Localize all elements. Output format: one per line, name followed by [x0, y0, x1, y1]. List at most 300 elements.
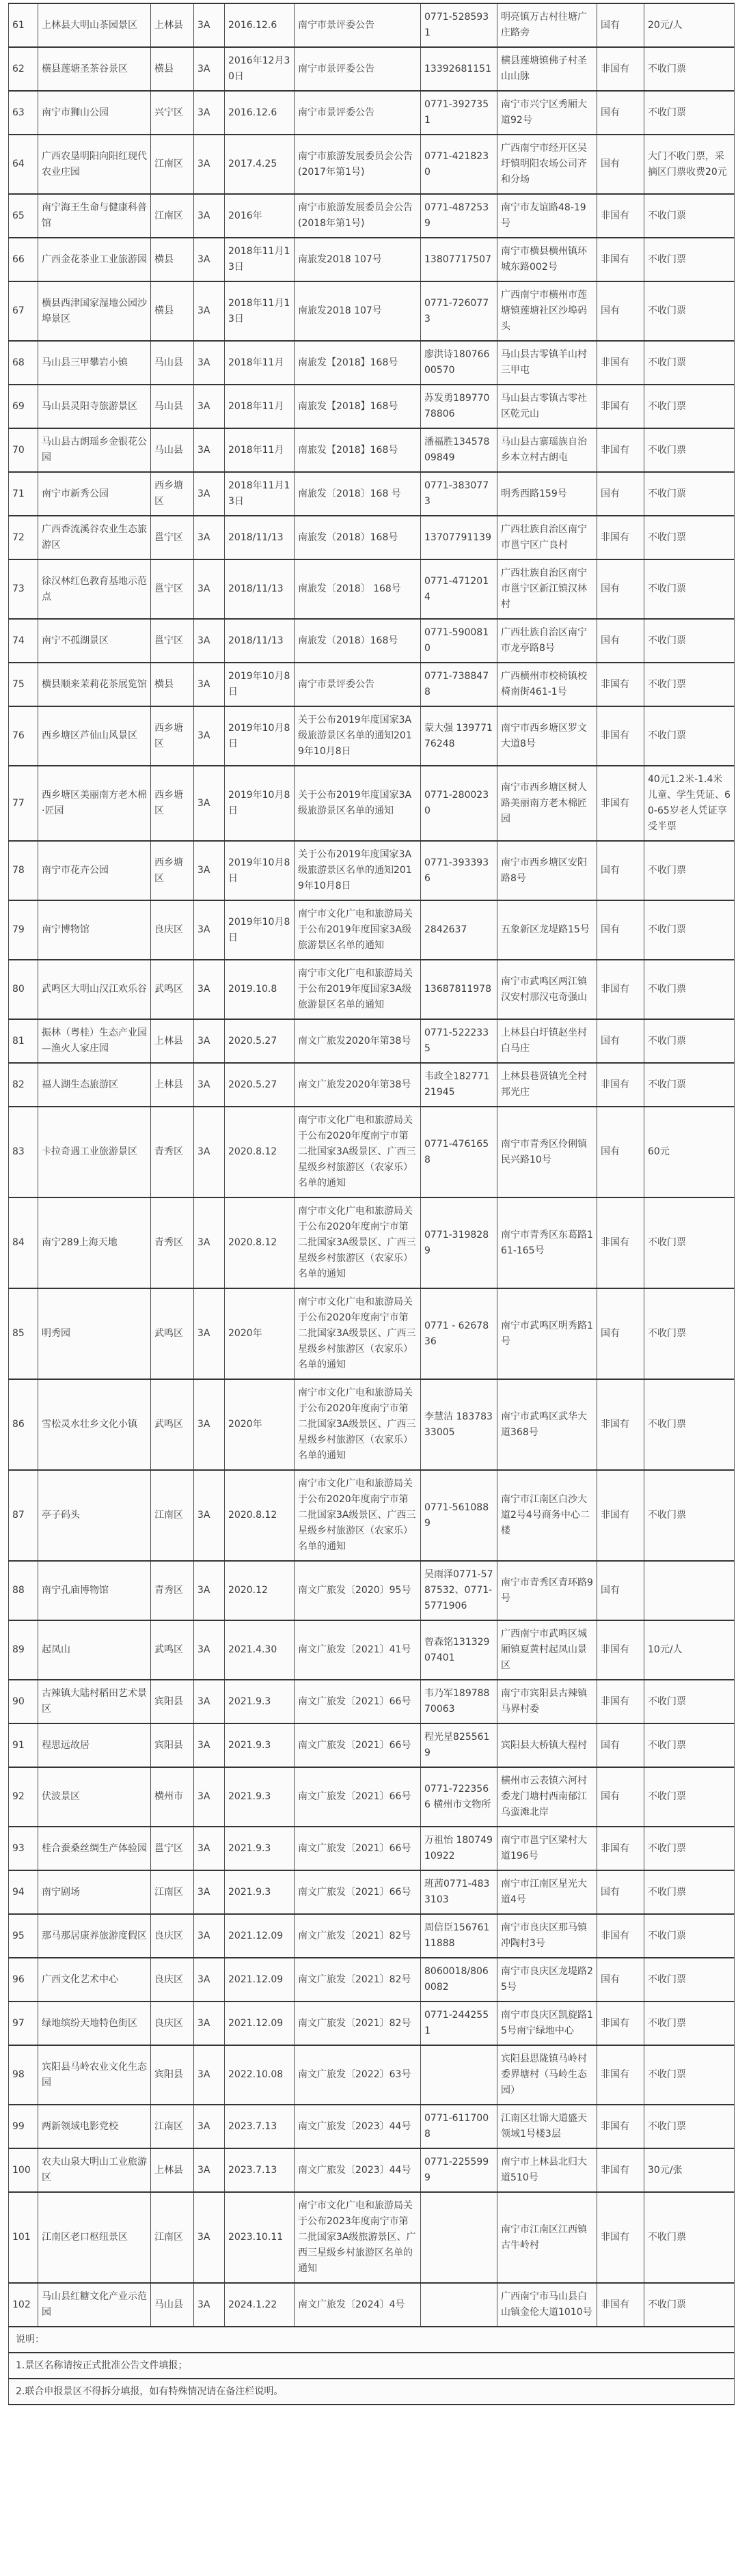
table-row [9, 341, 735, 385]
cell-date: 2019年10月8日 [225, 706, 295, 766]
cell-address: 南宁市江南区江西镇古牛岭村 [497, 2192, 597, 2283]
cell-phone: 0771-225599 9 [421, 2148, 497, 2192]
cell-address: 南宁市江南区白沙大道2号4号商务中心二楼 [497, 1470, 597, 1561]
cell-ticket: 不收门票 [644, 1379, 735, 1470]
cell-date: 2019.10.8 [225, 960, 295, 1019]
cell-ticket: 不收门票 [644, 281, 735, 341]
cell-date: 2020.8.12 [225, 1197, 295, 1288]
note-row [9, 2379, 735, 2405]
cell-district: 马山县 [151, 428, 194, 472]
cell-date: 2021.9.3 [225, 1680, 295, 1723]
note-text: 说明： [9, 2327, 735, 2353]
cell-address: 南宁市青秀区东葛路161-165号 [497, 1197, 597, 1288]
cell-no: 95 [9, 1914, 38, 1958]
cell-grade: 3A [194, 3, 225, 47]
cell-ownership: 非国有 [597, 341, 644, 385]
cell-name: 农夫山泉大明山工业旅游区 [38, 2148, 151, 2192]
cell-doc: 南旅发（2018）168号 [295, 516, 421, 559]
cell-ticket: 不收门票 [644, 2002, 735, 2045]
cell-no: 78 [9, 841, 38, 900]
cell-address: 南宁市邕宁区梁村大道196号 [497, 1827, 597, 1870]
cell-phone: 0771 - 6267836 [421, 1288, 497, 1379]
cell-ticket: 20元/人 [644, 3, 735, 47]
cell-name: 广西农垦明阳向阳红现代农业庄园 [38, 135, 151, 194]
cell-no: 77 [9, 766, 38, 841]
table-row [9, 1107, 735, 1197]
cell-district: 西乡塘区 [151, 706, 194, 766]
cell-address: 马山县古寨瑶族自治乡本立村古朗屯 [497, 428, 597, 472]
cell-phone: 韦乃军18978870063 [421, 1680, 497, 1723]
cell-phone: 13392681151 [421, 47, 497, 91]
cell-phone: 曾森铭13132907401 [421, 1620, 497, 1680]
cell-district: 横县 [151, 281, 194, 341]
table-row [9, 619, 735, 663]
cell-no: 88 [9, 1561, 38, 1620]
cell-address: 宾阳县思陇镇马岭村委界塘村（马岭生态园） [497, 2045, 597, 2105]
table-row [9, 1827, 735, 1870]
cell-no: 100 [9, 2148, 38, 2192]
cell-ownership: 非国有 [597, 706, 644, 766]
cell-name: 福人湖生态旅游区 [38, 1063, 151, 1107]
cell-name: 南宁博物馆 [38, 900, 151, 960]
scenic-spots-table [8, 3, 735, 2405]
cell-name: 南宁市新秀公园 [38, 472, 151, 516]
cell-ticket: 不收门票 [644, 1827, 735, 1870]
cell-name: 两新领域电影党校 [38, 2105, 151, 2148]
cell-no: 76 [9, 706, 38, 766]
cell-doc: 南文广旅发〔2021〕82号 [295, 2002, 421, 2045]
cell-grade: 3A [194, 91, 225, 135]
cell-ownership: 国有 [597, 135, 644, 194]
cell-address: 南宁市青秀区伶俐镇民兴路10号 [497, 1107, 597, 1197]
cell-doc: 南旅发〔2018〕168 号 [295, 472, 421, 516]
cell-district: 邕宁区 [151, 619, 194, 663]
cell-name: 南宁不孤湖景区 [38, 619, 151, 663]
cell-grade: 3A [194, 900, 225, 960]
cell-date: 2018/11/13 [225, 516, 295, 559]
cell-name: 南宁剧场 [38, 1870, 151, 1914]
cell-name: 广西文化艺术中心 [38, 1958, 151, 2002]
cell-grade: 3A [194, 1958, 225, 2002]
cell-no: 99 [9, 2105, 38, 2148]
cell-doc: 南旅发〔2018〕 168号 [295, 559, 421, 619]
cell-doc: 南宁市文化广电和旅游局关于公布2020年度南宁市第二批国家3A级景区、广西三星级乡村旅游区（农家乐）名单的通知 [295, 1470, 421, 1561]
cell-district: 西乡塘区 [151, 472, 194, 516]
cell-ownership: 非国有 [597, 1197, 644, 1288]
cell-address: 广西壮族自治区南宁市龙亭路8号 [497, 619, 597, 663]
cell-ownership: 非国有 [597, 2105, 644, 2148]
table-row [9, 428, 735, 472]
cell-date: 2018年11月 [225, 385, 295, 428]
cell-no: 97 [9, 2002, 38, 2045]
cell-no: 79 [9, 900, 38, 960]
cell-ticket: 不收门票 [644, 238, 735, 281]
cell-date: 2021.12.09 [225, 1958, 295, 2002]
cell-ownership: 非国有 [597, 385, 644, 428]
cell-district: 邕宁区 [151, 516, 194, 559]
cell-district: 横县 [151, 47, 194, 91]
cell-name: 武鸣区大明山汉江欢乐谷 [38, 960, 151, 1019]
cell-no: 72 [9, 516, 38, 559]
cell-ticket: 不收门票 [644, 516, 735, 559]
cell-no: 86 [9, 1379, 38, 1470]
table-row [9, 1870, 735, 1914]
cell-date: 2021.9.3 [225, 1870, 295, 1914]
cell-address: 明亮镇万古村往塘广庄路旁 [497, 3, 597, 47]
cell-doc: 南宁市景评委公告 [295, 47, 421, 91]
table-row [9, 1723, 735, 1767]
cell-address: 广西壮族自治区南宁市邕宁区新江镇汉林村 [497, 559, 597, 619]
cell-grade: 3A [194, 2283, 225, 2327]
cell-ticket: 不收门票 [644, 663, 735, 706]
cell-phone: 0771-3927351 [421, 91, 497, 135]
cell-district: 横县 [151, 663, 194, 706]
cell-grade: 3A [194, 1870, 225, 1914]
cell-phone: 13707791139 [421, 516, 497, 559]
cell-doc: 南旅发【2018】168号 [295, 341, 421, 385]
cell-grade: 3A [194, 2192, 225, 2283]
cell-name: 马山县古朗瑶乡金银花公园 [38, 428, 151, 472]
cell-ticket: 不收门票 [644, 2283, 735, 2327]
cell-doc: 南宁市文化广电和旅游局关于公布2020年度南宁市第二批国家3A级景区、广西三星级乡村旅游区（农家乐）名单的通知 [295, 1379, 421, 1470]
cell-doc: 关于公布2019年度国家3A级旅游景区名单的通知2019年10月8日 [295, 841, 421, 900]
table-row [9, 2105, 735, 2148]
cell-name: 南宁孔庙博物馆 [38, 1561, 151, 1620]
cell-grade: 3A [194, 1723, 225, 1767]
table-row [9, 1561, 735, 1620]
cell-district: 良庆区 [151, 1958, 194, 2002]
cell-no: 91 [9, 1723, 38, 1767]
cell-grade: 3A [194, 1470, 225, 1561]
cell-ticket: 不收门票 [644, 472, 735, 516]
table-row [9, 706, 735, 766]
cell-district: 上林县 [151, 3, 194, 47]
table-row [9, 194, 735, 238]
cell-grade: 3A [194, 559, 225, 619]
cell-ticket: 10元/人 [644, 1620, 735, 1680]
cell-ticket: 不收门票 [644, 841, 735, 900]
cell-no: 92 [9, 1767, 38, 1827]
cell-phone: 苏发勇18977078806 [421, 385, 497, 428]
cell-ownership: 非国有 [597, 1379, 644, 1470]
cell-ownership: 非国有 [597, 1620, 644, 1680]
cell-ticket: 40元1.2米-1.4米儿童、学生凭证、60-65岁老人凭证享受半票 [644, 766, 735, 841]
cell-doc: 关于公布2019年度国家3A级旅游景区名单的通知2019年10月8日 [295, 706, 421, 766]
cell-doc: 南文广旅发〔2020〕95号 [295, 1561, 421, 1620]
cell-name: 那马那居康养旅游度假区 [38, 1914, 151, 1958]
cell-name: 振林（粤桂）生态产业园—渔火人家庄园 [38, 1019, 151, 1063]
cell-ownership: 非国有 [597, 2002, 644, 2045]
cell-name: 雪松灵水壮乡文化小镇 [38, 1379, 151, 1470]
cell-phone [421, 2283, 497, 2327]
cell-grade: 3A [194, 281, 225, 341]
table-row [9, 1019, 735, 1063]
cell-ownership: 国有 [597, 472, 644, 516]
cell-phone [421, 2192, 497, 2283]
cell-date: 2021.9.3 [225, 1723, 295, 1767]
cell-ticket: 不收门票 [644, 1197, 735, 1288]
cell-phone: 0771-4218230 [421, 135, 497, 194]
cell-no: 80 [9, 960, 38, 1019]
cell-district: 上林县 [151, 2148, 194, 2192]
cell-grade: 3A [194, 1107, 225, 1197]
cell-address: 南宁市西乡塘区树人路美丽南方老木棉匠园 [497, 766, 597, 841]
cell-district: 良庆区 [151, 2002, 194, 2045]
cell-phone: 0771-5900810 [421, 619, 497, 663]
cell-phone: 廖洪诗18076600570 [421, 341, 497, 385]
cell-ticket: 60元 [644, 1107, 735, 1197]
cell-no: 68 [9, 341, 38, 385]
cell-ownership: 非国有 [597, 1063, 644, 1107]
cell-district: 武鸣区 [151, 1379, 194, 1470]
cell-no: 87 [9, 1470, 38, 1561]
cell-ticket: 不收门票 [644, 2192, 735, 2283]
cell-grade: 3A [194, 1288, 225, 1379]
cell-no: 89 [9, 1620, 38, 1680]
cell-address: 横州市云表镇六河村委龙门塘村西南郁江乌蛮滩北岸 [497, 1767, 597, 1827]
cell-address: 宾阳县大桥镇大程村 [497, 1723, 597, 1767]
cell-doc: 南宁市旅游发展委员会公告 (2018年第1号) [295, 194, 421, 238]
cell-grade: 3A [194, 238, 225, 281]
cell-ticket: 不收门票 [644, 385, 735, 428]
cell-phone: 2842637 [421, 900, 497, 960]
cell-district: 良庆区 [151, 900, 194, 960]
cell-doc: 南宁市文化广电和旅游局关于公布2019年度国家3A级旅游景区名单的通知 [295, 900, 421, 960]
cell-ticket: 不收门票 [644, 619, 735, 663]
cell-name: 马山县红糖文化产业示范园 [38, 2283, 151, 2327]
cell-address: 南宁市兴宁区秀厢大道92号 [497, 91, 597, 135]
cell-grade: 3A [194, 135, 225, 194]
cell-no: 70 [9, 428, 38, 472]
cell-address: 南宁市宾阳县古辣镇马界村委 [497, 1680, 597, 1723]
cell-no: 94 [9, 1870, 38, 1914]
cell-grade: 3A [194, 1379, 225, 1470]
cell-district: 武鸣区 [151, 960, 194, 1019]
cell-doc: 南文广旅发〔2021〕66号 [295, 1680, 421, 1723]
cell-district: 青秀区 [151, 1197, 194, 1288]
cell-address: 马山县古零镇古零社区乾元山 [497, 385, 597, 428]
cell-phone: 0771-4712014 [421, 559, 497, 619]
cell-address: 南宁市江南区星光大道4号 [497, 1870, 597, 1914]
cell-grade: 3A [194, 1620, 225, 1680]
table-row [9, 135, 735, 194]
cell-grade: 3A [194, 841, 225, 900]
cell-name: 宾阳县马岭农业文化生态园 [38, 2045, 151, 2105]
cell-doc: 南文广旅发2020年第38号 [295, 1063, 421, 1107]
cell-date: 2018年11月13日 [225, 281, 295, 341]
cell-name: 徐汉林红色教育基地示范点 [38, 559, 151, 619]
cell-date: 2019年10月8日 [225, 841, 295, 900]
cell-phone: 0771-5222335 [421, 1019, 497, 1063]
cell-name: 上林县大明山茶园景区 [38, 3, 151, 47]
cell-phone: 0771-7388478 [421, 663, 497, 706]
table-row [9, 2192, 735, 2283]
cell-doc: 南文广旅发〔2021〕82号 [295, 1914, 421, 1958]
cell-no: 83 [9, 1107, 38, 1197]
table-row [9, 960, 735, 1019]
cell-phone: 0771-2800230 [421, 766, 497, 841]
cell-ticket: 不收门票 [644, 1723, 735, 1767]
cell-address: 上林县白圩镇赵坐村白马庄 [497, 1019, 597, 1063]
cell-ticket: 不收门票 [644, 428, 735, 472]
table-row [9, 2148, 735, 2192]
cell-doc: 南文广旅发〔2021〕82号 [295, 1958, 421, 2002]
table-row [9, 1063, 735, 1107]
cell-no: 84 [9, 1197, 38, 1288]
cell-ticket: 不收门票 [644, 91, 735, 135]
cell-ownership: 国有 [597, 841, 644, 900]
cell-date: 2021.12.09 [225, 1914, 295, 1958]
cell-ownership: 国有 [597, 1107, 644, 1197]
table-row [9, 2045, 735, 2105]
cell-ownership: 国有 [597, 559, 644, 619]
cell-ticket: 不收门票 [644, 2045, 735, 2105]
cell-grade: 3A [194, 1914, 225, 1958]
cell-date: 2024.1.22 [225, 2283, 295, 2327]
table-row [9, 238, 735, 281]
cell-district: 横县 [151, 238, 194, 281]
table-row [9, 1958, 735, 2002]
cell-address: 广西南宁市经开区吴圩镇明阳农场公司齐和分场 [497, 135, 597, 194]
cell-ticket: 不收门票 [644, 706, 735, 766]
table-row [9, 516, 735, 559]
cell-ownership: 非国有 [597, 47, 644, 91]
cell-district: 西乡塘区 [151, 766, 194, 841]
cell-doc: 南宁市景评委公告 [295, 3, 421, 47]
cell-name: 程思远故居 [38, 1723, 151, 1767]
cell-name: 南宁市花卉公园 [38, 841, 151, 900]
cell-address: 明秀西路159号 [497, 472, 597, 516]
cell-ticket: 不收门票 [644, 1958, 735, 2002]
cell-district: 良庆区 [151, 1914, 194, 1958]
table-row [9, 766, 735, 841]
cell-no: 66 [9, 238, 38, 281]
cell-phone: 李慧洁 18378333005 [421, 1379, 497, 1470]
cell-doc: 南文广旅发〔2023〕44号 [295, 2105, 421, 2148]
cell-ownership: 非国有 [597, 238, 644, 281]
cell-name: 横县西津国家湿地公园沙埠景区 [38, 281, 151, 341]
cell-ticket: 不收门票 [644, 194, 735, 238]
cell-district: 武鸣区 [151, 1288, 194, 1379]
table-row [9, 385, 735, 428]
note-row [9, 2327, 735, 2353]
table-row [9, 559, 735, 619]
cell-no: 71 [9, 472, 38, 516]
cell-address: 南宁市友谊路48-19号 [497, 194, 597, 238]
cell-no: 90 [9, 1680, 38, 1723]
cell-no: 85 [9, 1288, 38, 1379]
cell-ownership: 国有 [597, 1288, 644, 1379]
cell-district: 邕宁区 [151, 559, 194, 619]
cell-doc: 南文广旅发〔2024〕4号 [295, 2283, 421, 2327]
cell-doc: 南宁市景评委公告 [295, 91, 421, 135]
cell-doc: 南旅发2018 107号 [295, 238, 421, 281]
cell-name: 横县莲塘圣茶谷景区 [38, 47, 151, 91]
cell-district: 兴宁区 [151, 91, 194, 135]
cell-grade: 3A [194, 1680, 225, 1723]
cell-ownership: 非国有 [597, 428, 644, 472]
cell-name: 南宁海王生命与健康科普馆 [38, 194, 151, 238]
cell-phone: 0771-6117008 [421, 2105, 497, 2148]
cell-address: 广西南宁市横州市莲塘镇莲塘社区沙埠码头 [497, 281, 597, 341]
table-row [9, 281, 735, 341]
cell-district: 江南区 [151, 1870, 194, 1914]
cell-name: 古辣镇大陆村稻田艺术景区 [38, 1680, 151, 1723]
cell-ticket: 不收门票 [644, 1767, 735, 1827]
table-row [9, 900, 735, 960]
cell-phone: 吴雨泽0771-5787532、0771-5771906 [421, 1561, 497, 1620]
cell-ownership: 非国有 [597, 194, 644, 238]
cell-district: 青秀区 [151, 1561, 194, 1620]
cell-ownership: 国有 [597, 619, 644, 663]
cell-ticket: 不收门票 [644, 1870, 735, 1914]
cell-doc: 南文广旅发2020年第38号 [295, 1019, 421, 1063]
cell-phone: 0771-3933936 [421, 841, 497, 900]
cell-date: 2020.12 [225, 1561, 295, 1620]
cell-doc: 南宁市文化广电和旅游局关于公布2020年度南宁市第二批国家3A级景区、广西三星级乡村旅游区（农家乐）名单的通知 [295, 1107, 421, 1197]
cell-date: 2016年12月30日 [225, 47, 295, 91]
cell-date: 2020.5.27 [225, 1063, 295, 1107]
cell-no: 102 [9, 2283, 38, 2327]
cell-address: 南宁市青秀区青环路9号 [497, 1561, 597, 1620]
cell-district: 西乡塘区 [151, 841, 194, 900]
cell-ownership: 非国有 [597, 516, 644, 559]
cell-grade: 3A [194, 1561, 225, 1620]
cell-name: 南宁289上海天地 [38, 1197, 151, 1288]
cell-date: 2020年 [225, 1379, 295, 1470]
cell-name: 西乡塘区美丽南方老木棉·匠园 [38, 766, 151, 841]
cell-ticket: 不收门票 [644, 900, 735, 960]
cell-ownership: 国有 [597, 1561, 644, 1620]
cell-grade: 3A [194, 1827, 225, 1870]
cell-ownership: 非国有 [597, 2283, 644, 2327]
cell-doc: 南旅发【2018】168号 [295, 385, 421, 428]
cell-grade: 3A [194, 194, 225, 238]
note-text: 1.景区名称请按正式批准公告文件填报； [9, 2353, 735, 2379]
cell-date: 2016年 [225, 194, 295, 238]
cell-no: 75 [9, 663, 38, 706]
cell-ticket: 不收门票 [644, 1470, 735, 1561]
cell-ownership: 国有 [597, 1723, 644, 1767]
cell-ticket: 不收门票 [644, 1063, 735, 1107]
cell-doc: 南文广旅发〔2022〕63号 [295, 2045, 421, 2105]
cell-ticket: 不收门票 [644, 1680, 735, 1723]
cell-phone: 0771-7223566 横州市文物所 [421, 1767, 497, 1827]
cell-district: 武鸣区 [151, 1620, 194, 1680]
cell-phone: 万祖怡 18074910922 [421, 1827, 497, 1870]
cell-name: 南宁市狮山公园 [38, 91, 151, 135]
cell-address: 马山县古零镇羊山村三甲屯 [497, 341, 597, 385]
cell-address: 南宁市良庆区那马镇冲陶村3号 [497, 1914, 597, 1958]
cell-name: 绿地缤纷天地特色街区 [38, 2002, 151, 2045]
cell-ownership: 国有 [597, 1767, 644, 1827]
cell-phone: 班茜0771-4833103 [421, 1870, 497, 1914]
cell-phone: 程光星8255619 [421, 1723, 497, 1767]
cell-ownership: 非国有 [597, 2045, 644, 2105]
cell-name: 马山县灵阳寺旅游景区 [38, 385, 151, 428]
cell-doc: 南宁市文化广电和旅游局关于公布2020年度南宁市第二批国家3A级景区、广西三星级乡村旅游区（农家乐）名单的通知 [295, 1288, 421, 1379]
cell-address: 南宁市上林县北归大道510号 [497, 2148, 597, 2192]
cell-name: 桂合蚕桑丝绸生产体验园 [38, 1827, 151, 1870]
table-row [9, 1470, 735, 1561]
cell-address: 横县莲塘镇佛子村圣山山脉 [497, 47, 597, 91]
cell-doc: 南旅发（2018）168号 [295, 619, 421, 663]
cell-date: 2020.8.12 [225, 1470, 295, 1561]
cell-phone: 潘福胜13457809849 [421, 428, 497, 472]
cell-ticket: 不收门票 [644, 559, 735, 619]
cell-name: 卡拉奇遇工业旅游景区 [38, 1107, 151, 1197]
cell-name: 横县顺来茉莉花茶展览馆 [38, 663, 151, 706]
